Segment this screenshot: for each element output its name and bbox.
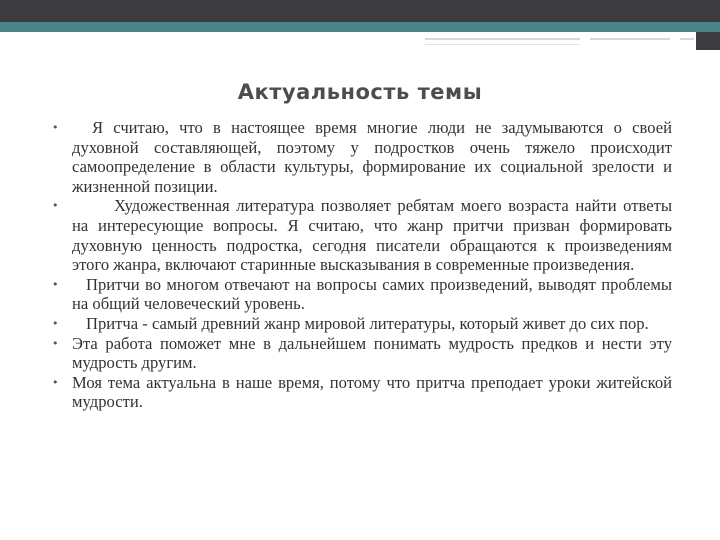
decorative-rule bbox=[425, 38, 580, 40]
header-accent-stripe bbox=[0, 22, 720, 32]
header-corner-accent bbox=[696, 22, 720, 32]
bullet-item bbox=[52, 196, 672, 274]
bullet-item bbox=[52, 373, 672, 412]
bullet-text: Притча - самый древний жанр мировой литературы, который живет до сих пор. bbox=[86, 313, 649, 333]
bullet-icon: • bbox=[52, 199, 59, 213]
slide-title: Актуальность темы bbox=[237, 80, 483, 104]
bullet-text: Художественная литература позволяет ребятам моего возраста найти ответы на интересующие вопросы. Я считаю, что жанр притчи призван формировать духовную ценность подростка, сегодня писатели обращаются к произведениям этого жанра, включают старинные высказывания в современные произведения. bbox=[72, 196, 672, 275]
bullet-icon: • bbox=[52, 316, 59, 330]
bullet-item bbox=[52, 275, 672, 314]
decorative-rule bbox=[590, 38, 670, 40]
bullet-list bbox=[52, 118, 672, 412]
bullet-text: Эта работа поможет мне в дальнейшем понимать мудрость предков и нести эту мудрость другим. bbox=[72, 333, 672, 373]
bullet-text: Я считаю, что в настоящее время многие люди не задумываются о своей духовной составляющей, поэтому у подростков очень тяжело происходит самоопределение в области культуры, формирование их социальной зрелости и жизненной позиции. bbox=[72, 118, 672, 196]
bullet-icon: • bbox=[52, 375, 59, 389]
decorative-rule bbox=[680, 38, 694, 40]
bullet-icon: • bbox=[52, 121, 59, 134]
decorative-rule bbox=[425, 44, 580, 45]
bullet-icon: • bbox=[52, 336, 59, 350]
bullet-text: Моя тема актуальна в наше время, потому что притча преподает уроки житейской мудрости. bbox=[72, 372, 672, 412]
bullet-item bbox=[52, 334, 672, 373]
bullet-item bbox=[52, 118, 672, 196]
bullet-text: Притчи во многом отвечают на вопросы самих произведений, выводят проблемы на общий человеческий уровень. bbox=[72, 274, 672, 314]
header-band bbox=[0, 0, 720, 22]
bullet-icon: • bbox=[52, 277, 59, 291]
bullet-item bbox=[52, 314, 672, 334]
